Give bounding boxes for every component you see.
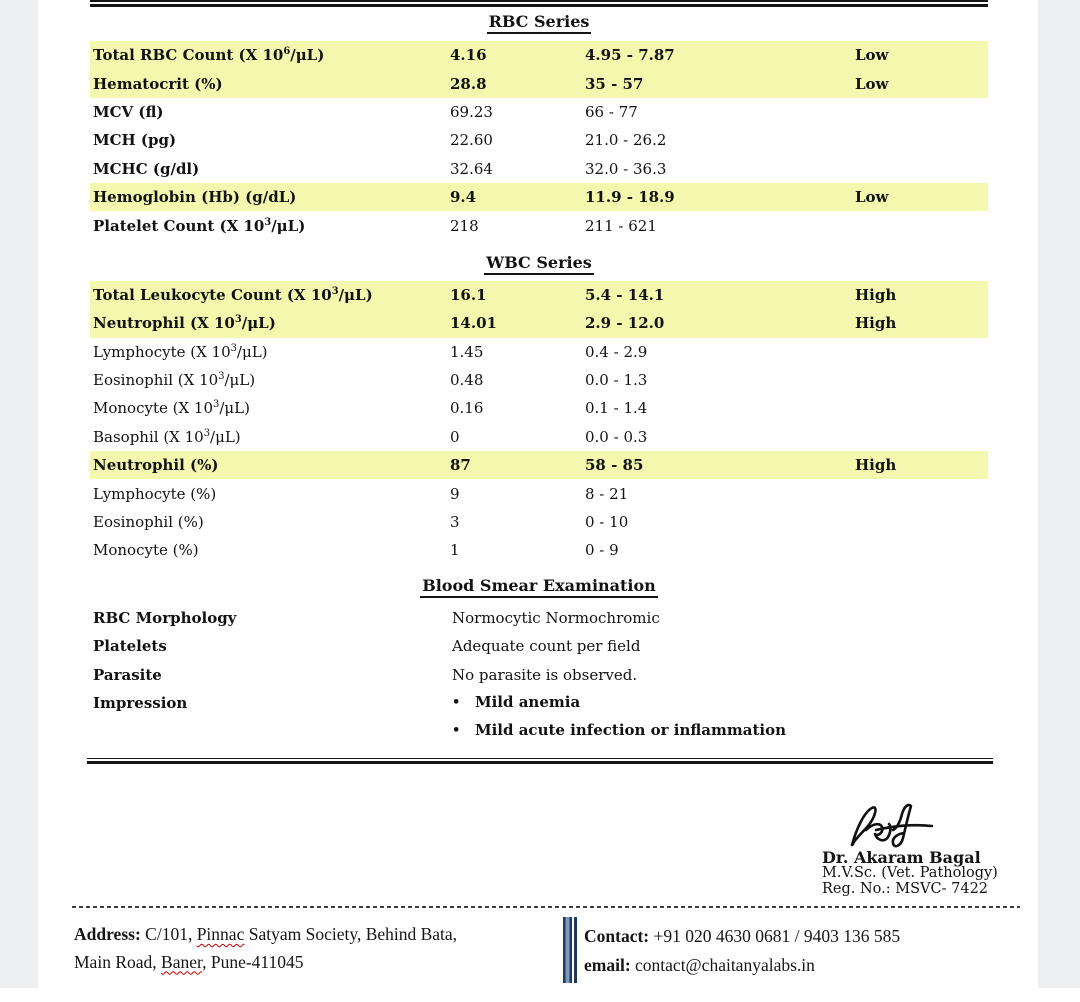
impression-row <box>90 689 988 744</box>
impression-list <box>450 689 988 744</box>
reference-range: 21.0 - 26.2 <box>585 131 667 150</box>
signatory-registration: Reg. No.: MSVC- 7422 <box>822 880 989 897</box>
impression-item <box>450 689 988 717</box>
reference-range: 35 - 57 <box>585 74 644 93</box>
rbc-section-title <box>90 12 988 34</box>
result-value: 22.60 <box>450 131 493 150</box>
address-text-2: Satyam Society, Behind Bata, <box>244 924 458 944</box>
result-value: 87 <box>450 456 471 475</box>
smear-table <box>90 604 988 690</box>
result-value: 1 <box>450 541 460 560</box>
email-value: contact@chaitanyalabs.in <box>630 954 815 975</box>
table-row <box>90 394 988 422</box>
test-name: MCHC (g/dl) <box>93 159 200 178</box>
test-name: Total Leukocyte Count (X $10^3/\mu L$) <box>93 285 373 304</box>
smear-result-value: Adequate count per field <box>452 637 641 656</box>
address-misspelled-word-1: Pinnac <box>196 924 245 944</box>
bullet-icon: • <box>452 722 461 738</box>
reference-range: 211 - 621 <box>585 216 657 235</box>
test-name: Basophil (X $10^3/\mu L$) <box>93 427 241 446</box>
table-row <box>90 536 988 564</box>
test-name: MCV (fl) <box>93 102 164 121</box>
result-value: 218 <box>450 216 479 235</box>
reference-range: 0 - 9 <box>585 541 619 560</box>
reference-range: 0.1 - 1.4 <box>585 399 648 418</box>
table-row <box>90 338 988 366</box>
reference-range: 58 - 85 <box>585 456 644 475</box>
flag-label: High <box>855 314 897 333</box>
test-name: Monocyte (%) <box>93 541 199 560</box>
bullet-icon: • <box>452 695 461 711</box>
address-text-3: Main Road, <box>74 951 162 972</box>
test-name: Eosinophil (%) <box>93 513 204 532</box>
reference-range: 8 - 21 <box>585 484 629 503</box>
result-value: 9.4 <box>450 188 477 207</box>
flag-label: Low <box>855 74 889 93</box>
test-name: Hematocrit (%) <box>93 74 223 93</box>
flag-label: High <box>855 285 897 304</box>
result-value: 14.01 <box>450 314 497 333</box>
table-row <box>90 451 988 479</box>
test-name: Neutrophil (X $10^3/\mu L$) <box>93 314 276 333</box>
impression-item <box>450 717 988 745</box>
result-value: 32.64 <box>450 159 493 178</box>
result-value: 16.1 <box>450 285 487 304</box>
smear-row <box>90 661 988 690</box>
smear-section-title-text: Blood Smear Examination <box>420 576 658 598</box>
table-row <box>90 309 988 337</box>
table-row <box>90 423 988 451</box>
result-value: 0 <box>450 427 460 446</box>
test-name: Total RBC Count (X $10^6/\mu L$) <box>93 46 325 65</box>
result-value: 0.16 <box>450 399 484 418</box>
smear-row <box>90 632 988 661</box>
wbc-section-title <box>90 253 988 275</box>
reference-range: 0 - 10 <box>585 513 629 532</box>
impression-text: Mild acute infection or inflammation <box>475 720 787 739</box>
result-value: 1.45 <box>450 342 484 361</box>
result-value: 9 <box>450 484 460 503</box>
left-margin-strip <box>0 0 38 988</box>
rbc-table <box>90 41 988 240</box>
contact-value: +91 020 4630 0681 / 9403 136 585 <box>649 926 901 946</box>
table-row <box>90 366 988 394</box>
table-row <box>90 98 988 126</box>
right-margin-strip <box>1038 0 1080 988</box>
smear-result-value: No parasite is observed. <box>452 665 638 684</box>
impression-label: Impression <box>93 694 188 713</box>
address-block <box>74 921 554 976</box>
rbc-section-title-text: RBC Series <box>487 12 592 34</box>
reference-range: 32.0 - 36.3 <box>585 159 667 178</box>
handwritten-signature-icon <box>848 800 936 850</box>
reference-range: 4.95 - 7.87 <box>585 46 675 65</box>
signature-divider-thick <box>87 761 993 764</box>
report-body <box>90 0 988 744</box>
table-row <box>90 479 988 507</box>
wbc-table <box>90 281 988 565</box>
table-row <box>90 126 988 154</box>
result-value: 0.48 <box>450 371 484 390</box>
table-row <box>90 211 988 239</box>
test-name: Lymphocyte (X $10^3/\mu L$) <box>93 342 268 361</box>
reference-range: 66 - 77 <box>585 102 638 121</box>
result-value: 69.23 <box>450 102 493 121</box>
reference-range: 0.0 - 0.3 <box>585 427 648 446</box>
reference-range: 5.4 - 14.1 <box>585 285 665 304</box>
address-label: Address: <box>74 924 141 944</box>
result-value: 3 <box>450 513 460 532</box>
contact-label: Contact: <box>584 926 650 946</box>
reference-range: 0.4 - 2.9 <box>585 342 648 361</box>
signature-divider-thin <box>87 758 993 759</box>
reference-range: 11.9 - 18.9 <box>585 188 675 207</box>
address-misspelled-word-2: Baner <box>161 951 203 972</box>
impression-text: Mild anemia <box>475 693 581 712</box>
flag-label: Low <box>855 188 889 207</box>
smear-test-name: RBC Morphology <box>93 608 237 627</box>
signatory-block <box>822 849 998 898</box>
result-value: 4.16 <box>450 46 487 65</box>
address-text-4: , Pune-411045 <box>202 951 304 972</box>
table-row <box>90 281 988 309</box>
test-name: Eosinophil (X $10^3/\mu L$) <box>93 371 256 390</box>
smear-test-name: Platelets <box>93 637 167 656</box>
flag-label: Low <box>855 46 889 65</box>
footer-dashed-divider <box>72 906 1020 908</box>
test-name: Platelet Count (X $10^3/\mu L$) <box>93 216 306 235</box>
table-row <box>90 69 988 97</box>
test-name: MCH (pg) <box>93 131 177 150</box>
table-row <box>90 41 988 69</box>
table-row <box>90 508 988 536</box>
signatory-qualification: M.V.Sc. (Vet. Pathology) <box>822 865 998 881</box>
wbc-section-title-text: WBC Series <box>484 253 594 275</box>
flag-label: High <box>855 456 897 475</box>
smear-test-name: Parasite <box>93 665 162 684</box>
footer-separator-bar <box>563 917 577 983</box>
signatory-name: Dr. Akaram Bagal <box>822 848 981 867</box>
smear-row <box>90 604 988 633</box>
test-name: Monocyte (X $10^3/\mu L$) <box>93 399 250 418</box>
smear-result-value: Normocytic Normochromic <box>452 608 660 627</box>
test-name: Hemoglobin (Hb) (g/dL) <box>93 188 297 207</box>
reference-range: 2.9 - 12.0 <box>585 314 665 333</box>
table-row <box>90 155 988 183</box>
table-row <box>90 183 988 211</box>
test-name: Lymphocyte (%) <box>93 484 217 503</box>
reference-range: 0.0 - 1.3 <box>585 371 648 390</box>
email-label: email: <box>584 954 631 975</box>
address-text-1: C/101, <box>140 924 197 944</box>
contact-block <box>584 922 900 979</box>
result-value: 28.8 <box>450 74 487 93</box>
test-name: Neutrophil (%) <box>93 456 219 475</box>
smear-section-title <box>90 576 988 598</box>
